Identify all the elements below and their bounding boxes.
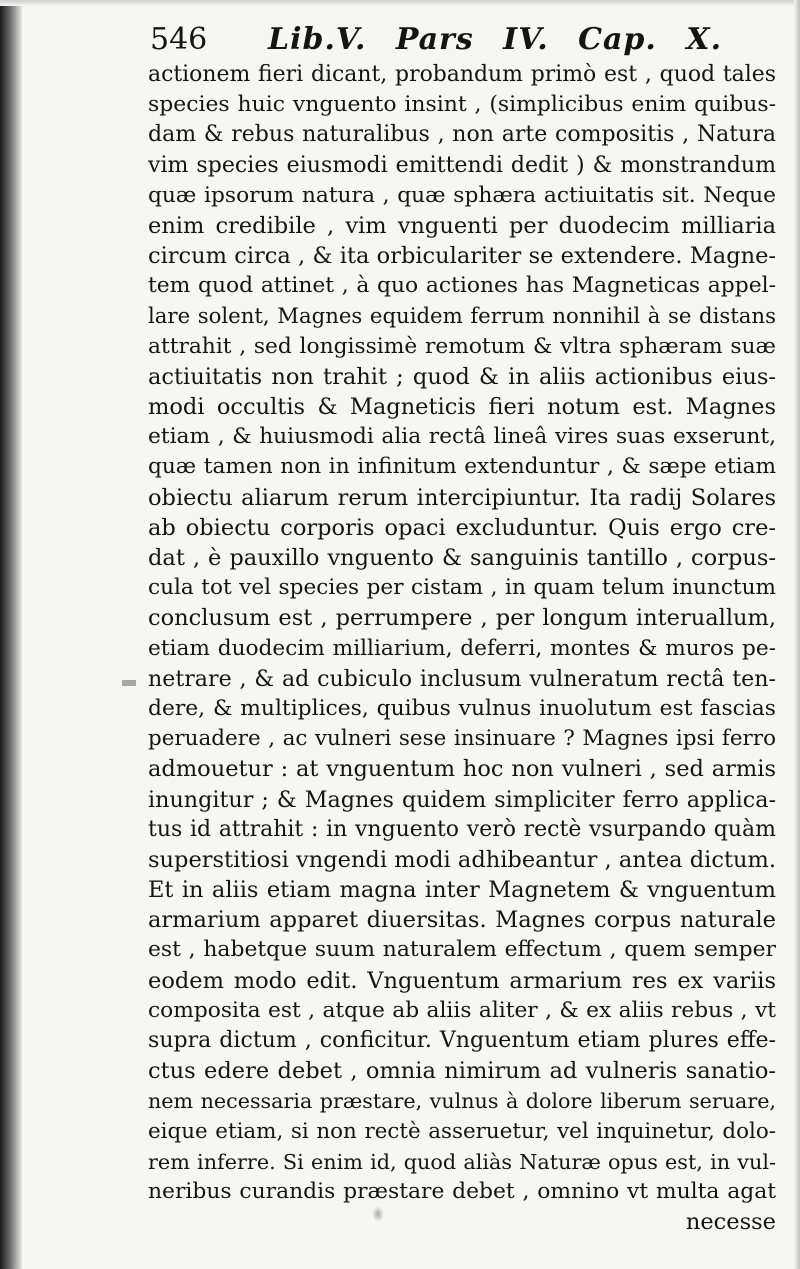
text-line: quæ tamen non in infinitum extenduntur , & sæpe etiam — [148, 454, 776, 480]
gutter-shadow — [0, 0, 22, 1269]
text-line: neribus curandis præstare debet , omnino vt multa agat — [148, 1178, 776, 1204]
text-line: admouetur : at vnguentum hoc non vulneri , sed armis — [148, 756, 776, 783]
text-line: est , habetque suum naturalem effectum , quem semper — [148, 937, 776, 963]
text-line: ctus edere debet , omnia nimirum ad vulneris sanatio- — [148, 1058, 776, 1085]
text-line: quæ ipsorum natura , quæ sphæra actiuitatis sit. Neque — [148, 182, 776, 208]
page-header — [150, 18, 790, 62]
show-through-text — [48, 632, 148, 852]
text-line: composita est , atque ab aliis aliter , & ex aliis rebus , vt — [148, 997, 776, 1023]
text-line: eodem modo edit. Vnguentum armarium res ex variis — [148, 967, 776, 994]
text-line: actiuitatis non trahit ; quod & in aliis actionibus eius- — [148, 363, 776, 390]
text-line: obiectu aliarum rerum intercipiuntur. Ita radij Solares — [148, 484, 776, 511]
text-line: tem quod attinet , à quo actiones has Magneticas appel- — [148, 273, 776, 299]
text-line: peruadere , ac vulneri sese insinuare ? Magnes ipsi ferro — [148, 726, 776, 752]
text-line: eique etiam, si non rectè asseruetur, vel inquinetur, dolo- — [148, 1118, 776, 1144]
page-top-edge — [0, 0, 800, 6]
text-line: attrahit , sed longissimè remotum & vltra sphæram suæ — [148, 333, 776, 359]
text-line: inungitur ; & Magnes quidem simpliciter ferro applica- — [148, 786, 776, 813]
body-text — [148, 60, 776, 1237]
ink-mark — [122, 680, 136, 686]
text-line: Et in aliis etiam magna inter Magnetem & vnguentum — [148, 877, 776, 904]
text-line: etiam , & huiusmodi alia rectâ lineâ vires suas exserunt, — [148, 424, 776, 450]
page-number: 546 — [150, 22, 208, 57]
text-line: vim species eiusmodi emittendi dedit ) & monstrandum — [148, 152, 776, 178]
text-line: netrare , & ad cubiculo inclusum vulneratum rectâ ten- — [148, 665, 776, 692]
text-line: cula tot vel species per cistam , in quam telum inunctum — [148, 575, 776, 601]
text-line: nem necessaria præstare, vulnus à dolore liberum seruare, — [148, 1089, 776, 1114]
text-line: dam & rebus naturalibus , non arte compositis , Natura — [148, 122, 776, 148]
ink-smudge — [372, 1206, 384, 1222]
text-line: rem inferre. Si enim id, quod aliàs Naturæ opus est, in vul- — [148, 1149, 776, 1174]
text-line: dere, & multiplices, quibus vulnus inuolutum est fascias — [148, 695, 776, 721]
catchword: necesse — [685, 1209, 776, 1236]
text-line: circum circa , & ita orbiculariter se extendere. Magne- — [148, 243, 776, 270]
text-line: enim credibile , vim vnguenti per duodecim milliaria — [148, 212, 776, 239]
text-line: dat , è pauxillo vnguento & sanguinis tantillo , corpus- — [148, 545, 776, 571]
text-line: actionem fieri dicant, probandum primò est , quod tales — [148, 62, 776, 87]
page-right-edge — [794, 0, 800, 1269]
text-line: tus id attrahit : in vnguento verò rectè vsurpando quàm — [148, 816, 776, 842]
text-line: ab obiectu corporis opaci excluduntur. Quis ergo cre- — [148, 514, 776, 541]
text-line: lare solent, Magnes equidem ferrum nonnihil à se distans — [148, 303, 776, 329]
running-head: Lib.V. Pars IV. Cap. X. — [268, 22, 723, 57]
text-line: species huic vnguento insint , (simplicibus enim quibus- — [148, 92, 776, 118]
text-line: armarium apparet diuersitas. Magnes corpus naturale — [148, 907, 776, 934]
text-line: etiam duodecim milliarium, deferri, montes & muros pe- — [148, 635, 776, 661]
text-line: modi occultis & Magneticis fieri notum est. Magnes — [148, 394, 776, 421]
text-line: conclusum est , perrumpere , per longum interuallum, — [148, 605, 776, 632]
text-line: supra dictum , conficitur. Vnguentum etiam plures effe- — [148, 1028, 776, 1053]
text-line: superstitiosi vngendi modi adhibeantur , antea dictum. — [148, 846, 776, 873]
